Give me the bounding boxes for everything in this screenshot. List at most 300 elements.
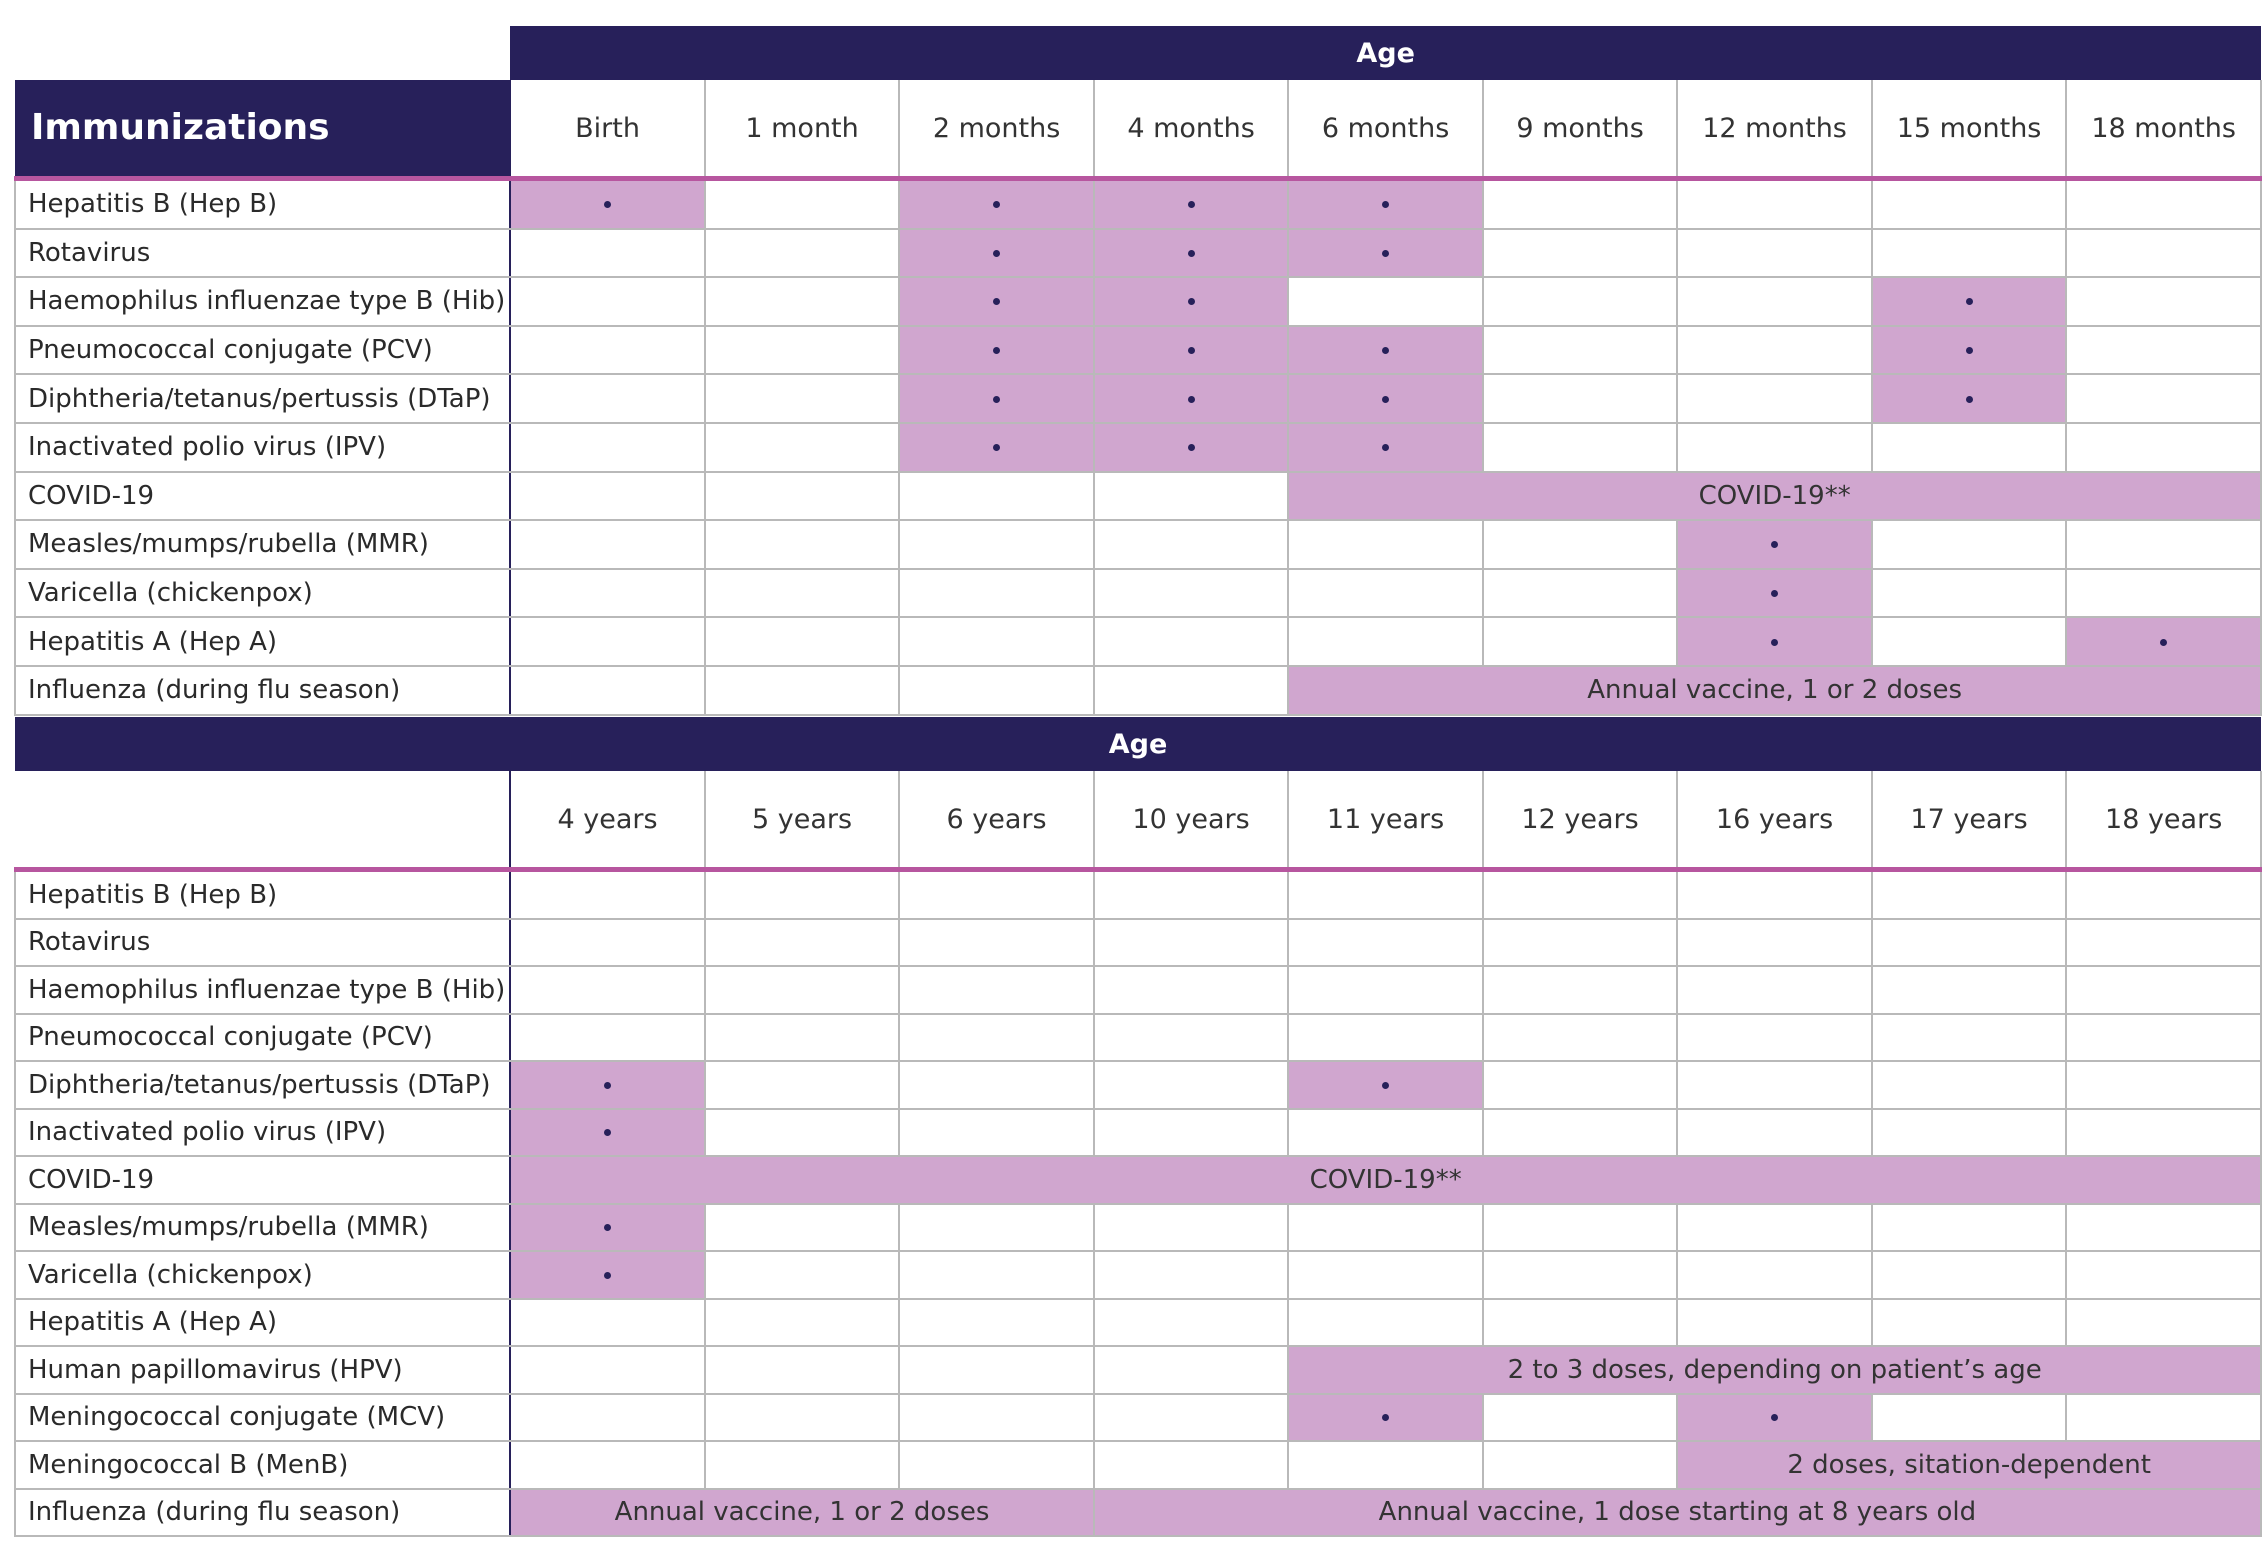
empty-cell xyxy=(1872,1109,2067,1157)
empty-cell xyxy=(899,617,1094,666)
schedule-span-cell: 2 doses, sitation-dependent xyxy=(1677,1441,2261,1489)
empty-cell xyxy=(1677,870,1872,919)
age-columns-row xyxy=(15,80,2261,179)
dose-dot-icon xyxy=(1771,1414,1778,1421)
vaccine-name: Hepatitis B (Hep B) xyxy=(15,870,510,919)
empty-cell xyxy=(1677,326,1872,375)
empty-cell xyxy=(705,1346,900,1394)
empty-cell xyxy=(1094,1441,1289,1489)
empty-cell xyxy=(1872,229,2067,278)
dose-cell xyxy=(1094,423,1289,472)
vaccine-name: Varicella (chickenpox) xyxy=(15,1251,510,1299)
empty-cell xyxy=(705,966,900,1014)
empty-cell xyxy=(2066,1394,2261,1442)
empty-cell xyxy=(2066,1109,2261,1157)
empty-cell xyxy=(1677,1061,1872,1109)
empty-cell xyxy=(1872,617,2067,666)
vaccine-name: Human papillomavirus (HPV) xyxy=(15,1346,510,1394)
dose-dot-icon xyxy=(1382,396,1389,403)
empty-cell xyxy=(1094,1346,1289,1394)
empty-cell xyxy=(2066,966,2261,1014)
dose-cell xyxy=(899,326,1094,375)
empty-cell xyxy=(2066,569,2261,618)
empty-cell xyxy=(899,919,1094,967)
dose-cell xyxy=(510,1204,705,1252)
empty-cell xyxy=(510,1394,705,1442)
empty-cell xyxy=(705,520,900,569)
empty-cell xyxy=(1483,919,1678,967)
dose-cell xyxy=(510,1061,705,1109)
dose-dot-icon xyxy=(1382,444,1389,451)
dose-dot-icon xyxy=(604,1082,611,1089)
empty-cell xyxy=(1288,569,1483,618)
empty-cell xyxy=(1094,617,1289,666)
empty-cell xyxy=(2066,1204,2261,1252)
vaccine-row xyxy=(15,1109,2261,1157)
age-heading: Age xyxy=(15,717,2261,771)
vaccine-row xyxy=(15,520,2261,569)
dose-dot-icon xyxy=(1188,298,1195,305)
age-columns-row xyxy=(15,771,2261,870)
empty-cell xyxy=(1872,1204,2067,1252)
empty-cell xyxy=(705,1394,900,1442)
empty-cell xyxy=(1483,374,1678,423)
empty-cell xyxy=(1288,966,1483,1014)
empty-cell xyxy=(1677,179,1872,229)
vaccine-row xyxy=(15,1441,2261,1489)
empty-cell xyxy=(510,520,705,569)
empty-cell xyxy=(1872,1299,2067,1347)
vaccine-row xyxy=(15,1251,2261,1299)
empty-cell xyxy=(2066,1299,2261,1347)
vaccine-row xyxy=(15,666,2261,715)
dose-cell xyxy=(1288,179,1483,229)
dose-cell xyxy=(1094,277,1289,326)
dose-cell xyxy=(1288,1394,1483,1442)
dose-dot-icon xyxy=(1966,298,1973,305)
empty-cell xyxy=(510,666,705,715)
empty-cell xyxy=(1483,1204,1678,1252)
dose-cell xyxy=(1872,277,2067,326)
vaccine-name: Hepatitis A (Hep A) xyxy=(15,617,510,666)
vaccine-row xyxy=(15,277,2261,326)
dose-dot-icon xyxy=(1188,396,1195,403)
empty-cell xyxy=(2066,374,2261,423)
empty-cell xyxy=(899,520,1094,569)
vaccine-name: Hepatitis A (Hep A) xyxy=(15,1299,510,1347)
empty-cell xyxy=(705,179,900,229)
dose-dot-icon xyxy=(604,201,611,208)
dose-cell xyxy=(1094,326,1289,375)
empty-cell xyxy=(1094,1109,1289,1157)
empty-cell xyxy=(899,1394,1094,1442)
dose-dot-icon xyxy=(1188,347,1195,354)
age-column-header: 5 years xyxy=(705,771,900,870)
dose-cell xyxy=(1677,569,1872,618)
schedule-span-cell: Annual vaccine, 1 or 2 doses xyxy=(1288,666,2261,715)
dose-dot-icon xyxy=(1188,201,1195,208)
corner-blank xyxy=(15,26,510,80)
age-column-header: 15 months xyxy=(1872,80,2067,179)
empty-cell xyxy=(1288,1299,1483,1347)
empty-cell xyxy=(1094,919,1289,967)
dose-cell xyxy=(1094,374,1289,423)
vaccine-name: Diphtheria/tetanus/pertussis (DTaP) xyxy=(15,1061,510,1109)
empty-cell xyxy=(705,1014,900,1062)
empty-cell xyxy=(1483,229,1678,278)
dose-dot-icon xyxy=(1382,1414,1389,1421)
empty-cell xyxy=(1677,1014,1872,1062)
dose-dot-icon xyxy=(993,201,1000,208)
vaccine-name: Rotavirus xyxy=(15,919,510,967)
empty-cell xyxy=(1483,520,1678,569)
dose-dot-icon xyxy=(604,1272,611,1279)
empty-cell xyxy=(1483,617,1678,666)
empty-cell xyxy=(705,1061,900,1109)
empty-cell xyxy=(1872,966,2067,1014)
empty-cell xyxy=(705,666,900,715)
empty-cell xyxy=(1094,1061,1289,1109)
empty-cell xyxy=(899,666,1094,715)
empty-cell xyxy=(1094,520,1289,569)
dose-dot-icon xyxy=(1188,250,1195,257)
vaccine-column-blank xyxy=(15,771,510,870)
empty-cell xyxy=(899,1014,1094,1062)
dose-dot-icon xyxy=(1382,1082,1389,1089)
empty-cell xyxy=(1677,423,1872,472)
empty-cell xyxy=(1872,870,2067,919)
dose-dot-icon xyxy=(1188,444,1195,451)
vaccine-name: Inactivated polio virus (IPV) xyxy=(15,1109,510,1157)
empty-cell xyxy=(1872,520,2067,569)
empty-cell xyxy=(1288,1251,1483,1299)
vaccine-name: Measles/mumps/rubella (MMR) xyxy=(15,1204,510,1252)
child-schedule-table xyxy=(14,717,2262,1537)
vaccine-name: Rotavirus xyxy=(15,229,510,278)
empty-cell xyxy=(510,617,705,666)
empty-cell xyxy=(899,1061,1094,1109)
empty-cell xyxy=(2066,919,2261,967)
dose-cell xyxy=(899,229,1094,278)
empty-cell xyxy=(1483,423,1678,472)
empty-cell xyxy=(1094,1204,1289,1252)
empty-cell xyxy=(510,326,705,375)
vaccine-row xyxy=(15,1489,2261,1537)
empty-cell xyxy=(899,1346,1094,1394)
empty-cell xyxy=(899,870,1094,919)
vaccine-name: Diphtheria/tetanus/pertussis (DTaP) xyxy=(15,374,510,423)
empty-cell xyxy=(1872,179,2067,229)
vaccine-name: Meningococcal conjugate (MCV) xyxy=(15,1394,510,1442)
vaccine-name: Influenza (during flu season) xyxy=(15,666,510,715)
empty-cell xyxy=(1288,1441,1483,1489)
dose-cell xyxy=(1288,374,1483,423)
empty-cell xyxy=(2066,179,2261,229)
schedule-span-cell: 2 to 3 doses, depending on patient’s age xyxy=(1288,1346,2261,1394)
empty-cell xyxy=(1677,374,1872,423)
dose-cell xyxy=(1288,1061,1483,1109)
empty-cell xyxy=(510,423,705,472)
vaccine-row xyxy=(15,1014,2261,1062)
vaccine-row xyxy=(15,870,2261,919)
dose-cell xyxy=(1677,520,1872,569)
empty-cell xyxy=(510,374,705,423)
vaccine-name: Influenza (during flu season) xyxy=(15,1489,510,1537)
empty-cell xyxy=(1677,1299,1872,1347)
empty-cell xyxy=(2066,870,2261,919)
dose-dot-icon xyxy=(1771,590,1778,597)
age-column-header: 11 years xyxy=(1288,771,1483,870)
age-column-header: 4 months xyxy=(1094,80,1289,179)
empty-cell xyxy=(1094,472,1289,521)
dose-cell xyxy=(899,179,1094,229)
empty-cell xyxy=(1094,1394,1289,1442)
empty-cell xyxy=(705,326,900,375)
empty-cell xyxy=(1483,966,1678,1014)
dose-dot-icon xyxy=(993,250,1000,257)
vaccine-row xyxy=(15,179,2261,229)
dose-dot-icon xyxy=(604,1129,611,1136)
vaccine-name: Pneumococcal conjugate (PCV) xyxy=(15,326,510,375)
dose-dot-icon xyxy=(1382,250,1389,257)
empty-cell xyxy=(899,1299,1094,1347)
dose-dot-icon xyxy=(993,396,1000,403)
vaccine-row xyxy=(15,569,2261,618)
immunizations-heading: Immunizations xyxy=(15,80,510,179)
dose-dot-icon xyxy=(993,444,1000,451)
empty-cell xyxy=(510,870,705,919)
dose-cell xyxy=(1094,179,1289,229)
vaccine-row xyxy=(15,1394,2261,1442)
age-column-header: 16 years xyxy=(1677,771,1872,870)
age-column-header: 12 months xyxy=(1677,80,1872,179)
age-column-header: Birth xyxy=(510,80,705,179)
empty-cell xyxy=(705,1251,900,1299)
dose-cell xyxy=(1677,1394,1872,1442)
dose-cell xyxy=(510,1109,705,1157)
empty-cell xyxy=(899,472,1094,521)
dose-cell xyxy=(1288,229,1483,278)
age-column-header: 18 years xyxy=(2066,771,2261,870)
empty-cell xyxy=(1288,1204,1483,1252)
empty-cell xyxy=(1483,1441,1678,1489)
vaccine-row xyxy=(15,1346,2261,1394)
empty-cell xyxy=(1872,1251,2067,1299)
vaccine-row xyxy=(15,229,2261,278)
empty-cell xyxy=(2066,277,2261,326)
empty-cell xyxy=(510,1014,705,1062)
empty-cell xyxy=(705,617,900,666)
schedule-span-cell: COVID-19** xyxy=(510,1156,2261,1204)
empty-cell xyxy=(510,919,705,967)
age-column-header: 4 years xyxy=(510,771,705,870)
dose-cell xyxy=(1094,229,1289,278)
empty-cell xyxy=(1483,179,1678,229)
dose-dot-icon xyxy=(993,347,1000,354)
empty-cell xyxy=(1094,1014,1289,1062)
vaccine-row xyxy=(15,1299,2261,1347)
empty-cell xyxy=(1677,966,1872,1014)
age-header-row xyxy=(15,26,2261,80)
empty-cell xyxy=(1483,277,1678,326)
age-column-header: 2 months xyxy=(899,80,1094,179)
empty-cell xyxy=(705,569,900,618)
vaccine-row xyxy=(15,326,2261,375)
dose-dot-icon xyxy=(1966,347,1973,354)
empty-cell xyxy=(705,1109,900,1157)
empty-cell xyxy=(1094,569,1289,618)
dose-cell xyxy=(1872,326,2067,375)
empty-cell xyxy=(1288,870,1483,919)
dose-cell xyxy=(1872,374,2067,423)
empty-cell xyxy=(2066,423,2261,472)
empty-cell xyxy=(1483,1299,1678,1347)
vaccine-name: Pneumococcal conjugate (PCV) xyxy=(15,1014,510,1062)
empty-cell xyxy=(1483,1109,1678,1157)
empty-cell xyxy=(510,472,705,521)
age-column-header: 17 years xyxy=(1872,771,2067,870)
empty-cell xyxy=(705,1204,900,1252)
vaccine-row xyxy=(15,966,2261,1014)
empty-cell xyxy=(2066,229,2261,278)
empty-cell xyxy=(1288,617,1483,666)
schedule-span-cell: COVID-19** xyxy=(1288,472,2261,521)
dose-dot-icon xyxy=(1771,541,1778,548)
schedule-span-cell: Annual vaccine, 1 dose starting at 8 years old xyxy=(1094,1489,2261,1537)
age-column-header: 1 month xyxy=(705,80,900,179)
empty-cell xyxy=(1872,1014,2067,1062)
vaccine-name: Measles/mumps/rubella (MMR) xyxy=(15,520,510,569)
age-header-row xyxy=(15,717,2261,771)
empty-cell xyxy=(2066,326,2261,375)
vaccine-row xyxy=(15,472,2261,521)
dose-dot-icon xyxy=(1771,639,1778,646)
dose-cell xyxy=(899,277,1094,326)
empty-cell xyxy=(1872,1061,2067,1109)
empty-cell xyxy=(1872,423,2067,472)
empty-cell xyxy=(1288,277,1483,326)
empty-cell xyxy=(1094,870,1289,919)
dose-cell xyxy=(899,423,1094,472)
empty-cell xyxy=(899,1109,1094,1157)
age-column-header: 18 months xyxy=(2066,80,2261,179)
empty-cell xyxy=(705,277,900,326)
empty-cell xyxy=(1483,870,1678,919)
vaccine-row xyxy=(15,919,2261,967)
dose-dot-icon xyxy=(1382,347,1389,354)
age-column-header: 10 years xyxy=(1094,771,1289,870)
dose-cell xyxy=(1288,326,1483,375)
vaccine-name: Haemophilus influenzae type B (Hib) xyxy=(15,277,510,326)
dose-dot-icon xyxy=(1966,396,1973,403)
empty-cell xyxy=(1483,1251,1678,1299)
empty-cell xyxy=(510,1441,705,1489)
empty-cell xyxy=(1872,569,2067,618)
dose-dot-icon xyxy=(2160,639,2167,646)
dose-dot-icon xyxy=(993,298,1000,305)
empty-cell xyxy=(510,277,705,326)
age-heading: Age xyxy=(510,26,2261,80)
empty-cell xyxy=(1288,1014,1483,1062)
age-column-header: 6 months xyxy=(1288,80,1483,179)
empty-cell xyxy=(705,870,900,919)
empty-cell xyxy=(510,1299,705,1347)
vaccine-name: COVID-19 xyxy=(15,1156,510,1204)
vaccine-row xyxy=(15,374,2261,423)
empty-cell xyxy=(510,966,705,1014)
vaccine-row xyxy=(15,1204,2261,1252)
vaccine-name: Meningococcal B (MenB) xyxy=(15,1441,510,1489)
dose-cell xyxy=(510,179,705,229)
empty-cell xyxy=(1483,1014,1678,1062)
empty-cell xyxy=(510,1346,705,1394)
dose-cell xyxy=(1677,617,1872,666)
vaccine-name: Varicella (chickenpox) xyxy=(15,569,510,618)
age-column-header: 9 months xyxy=(1483,80,1678,179)
empty-cell xyxy=(510,569,705,618)
vaccine-name: COVID-19 xyxy=(15,472,510,521)
vaccine-row xyxy=(15,617,2261,666)
infant-schedule-table xyxy=(14,26,2262,716)
empty-cell xyxy=(1872,1394,2067,1442)
schedule-span-cell: Annual vaccine, 1 or 2 doses xyxy=(510,1489,1094,1537)
empty-cell xyxy=(1288,520,1483,569)
empty-cell xyxy=(1677,277,1872,326)
age-column-header: 12 years xyxy=(1483,771,1678,870)
empty-cell xyxy=(899,1441,1094,1489)
empty-cell xyxy=(1483,1394,1678,1442)
vaccine-row xyxy=(15,1156,2261,1204)
empty-cell xyxy=(1483,569,1678,618)
vaccine-row xyxy=(15,1061,2261,1109)
empty-cell xyxy=(1677,1109,1872,1157)
age-column-header: 6 years xyxy=(899,771,1094,870)
dose-cell xyxy=(1288,423,1483,472)
empty-cell xyxy=(705,229,900,278)
empty-cell xyxy=(1677,229,1872,278)
vaccine-name: Haemophilus influenzae type B (Hib) xyxy=(15,966,510,1014)
empty-cell xyxy=(1872,919,2067,967)
dose-dot-icon xyxy=(604,1224,611,1231)
empty-cell xyxy=(2066,1251,2261,1299)
empty-cell xyxy=(705,1441,900,1489)
empty-cell xyxy=(705,472,900,521)
empty-cell xyxy=(1677,1204,1872,1252)
empty-cell xyxy=(899,1251,1094,1299)
empty-cell xyxy=(705,423,900,472)
empty-cell xyxy=(1483,326,1678,375)
empty-cell xyxy=(2066,1061,2261,1109)
dose-cell xyxy=(510,1251,705,1299)
empty-cell xyxy=(899,569,1094,618)
empty-cell xyxy=(1094,1299,1289,1347)
empty-cell xyxy=(1677,1251,1872,1299)
empty-cell xyxy=(1288,919,1483,967)
empty-cell xyxy=(1677,919,1872,967)
dose-cell xyxy=(2066,617,2261,666)
empty-cell xyxy=(2066,1014,2261,1062)
empty-cell xyxy=(510,229,705,278)
dose-dot-icon xyxy=(1382,201,1389,208)
empty-cell xyxy=(1288,1109,1483,1157)
vaccine-row xyxy=(15,423,2261,472)
empty-cell xyxy=(705,919,900,967)
empty-cell xyxy=(1094,1251,1289,1299)
empty-cell xyxy=(705,1299,900,1347)
vaccine-name: Hepatitis B (Hep B) xyxy=(15,179,510,229)
vaccine-name: Inactivated polio virus (IPV) xyxy=(15,423,510,472)
empty-cell xyxy=(2066,520,2261,569)
